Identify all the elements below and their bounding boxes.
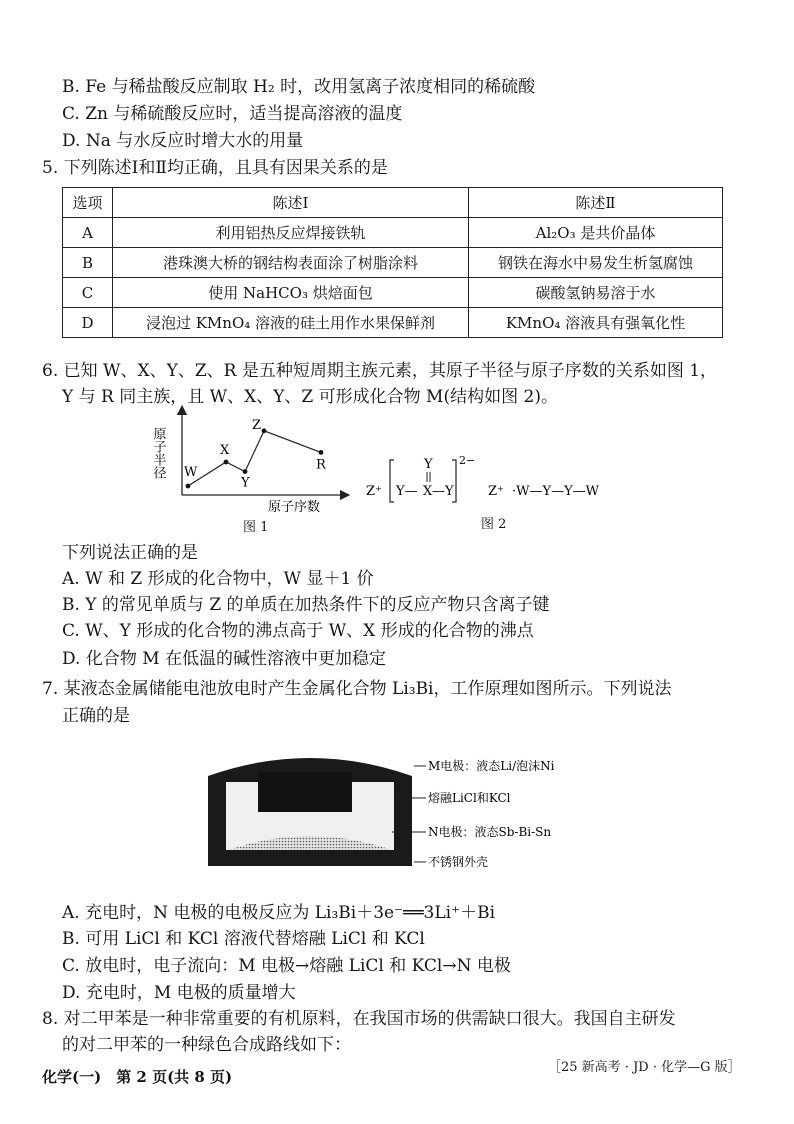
q6-figure-1	[150, 405, 350, 525]
q5-header-statement-1: 陈述Ⅰ	[113, 188, 469, 218]
q8-stem-line-1: 8. 对二甲苯是一种非常重要的有机原料，在我国市场的供需缺口很大。我国自主研发	[42, 1009, 676, 1029]
q6-stem-line-1: 6. 已知 W、X、Y、Z、R 是五种短周期主族元素，其原子半径与原子序数的关系如图 1，	[42, 361, 718, 381]
fig2-charge: 2−	[459, 454, 476, 467]
q6-option-c: C. W、Y 形成的化合物的沸点高于 W、X 形成的化合物的沸点	[62, 621, 534, 641]
q7-option-a: A. 充电时，N 电极的电极反应为 Li₃Bi＋3e⁻══3Li⁺＋Bi	[62, 903, 496, 923]
fig1-point-r	[319, 450, 324, 455]
q8-stem-line-2: 的对二甲苯的一种绿色合成路线如下：	[62, 1035, 351, 1055]
q5-table-header	[63, 188, 723, 218]
fig1-y-label: 原子半径	[150, 427, 166, 479]
q6-figure-2	[360, 448, 630, 510]
q5-row-d-statement-1: 浸泡过 KMnO₄ 溶液的硅土用作水果保鲜剂	[113, 308, 469, 338]
label-shell: 不锈钢外壳	[428, 855, 489, 869]
q6-stem-line-2: Y 与 R 同主族，且 W、X、Y、Z 可形成化合物 M(结构如图 2)。	[62, 387, 558, 407]
q5-row-b-option: B	[63, 248, 113, 278]
table-row	[63, 248, 723, 278]
q5-row-c-option: C	[63, 278, 113, 308]
q7-option-c: C. 放电时，电子流向：M 电极→熔融 LiCl 和 KCl→N 电极	[62, 956, 511, 976]
q7-option-d: D. 充电时，M 电极的质量增大	[62, 983, 296, 1003]
q5-row-d-statement-2: KMnO₄ 溶液具有强氧化性	[469, 308, 723, 338]
fig2-tail-chain: ·W—Y—Y—W	[512, 484, 600, 499]
fig1-point-label-r: R	[316, 457, 326, 473]
fig1-point-label-w: W	[184, 465, 198, 480]
q6-figure-1-caption: 图 1	[243, 520, 269, 535]
q5-header-option: 选项	[63, 188, 113, 218]
fig1-point-label-x: X	[220, 443, 230, 458]
q7-option-b: B. 可用 LiCl 和 KCl 溶液代替熔融 LiCl 和 KCl	[62, 929, 425, 949]
label-n-electrode: N电极：液态Sb-Bi-Sn	[428, 825, 552, 839]
q5-table	[62, 187, 723, 338]
fig1-point-label-y: Y	[241, 475, 250, 491]
page-footer-right: ［25 新高考 · JD · 化学—G 版］	[548, 1060, 741, 1075]
q6-option-d: D. 化合物 M 在低温的碱性溶液中更加稳定	[62, 649, 387, 669]
q5-row-a-option: A	[63, 218, 113, 248]
q7-stem-line-1: 7. 某液态金属储能电池放电时产生金属化合物 Li₃Bi，工作原理如图所示。下列说法	[42, 679, 672, 699]
fig1-point-y	[243, 469, 248, 474]
fig1-point-w	[186, 484, 191, 489]
q4-option-d: D. Na 与水反应时增大水的用量	[62, 131, 304, 151]
label-molten-salt: 熔融LiCl和KCl	[428, 791, 511, 805]
q6-option-a: A. W 和 Z 形成的化合物中，W 显＋1 价	[62, 569, 374, 589]
table-row	[63, 218, 723, 248]
q5-row-c-statement-1: 使用 NaHCO₃ 烘焙面包	[113, 278, 469, 308]
table-row	[63, 308, 723, 338]
q6-prompt: 下列说法正确的是	[62, 543, 198, 563]
fig2-cation-right: Z⁺	[488, 484, 504, 499]
q5-row-a-statement-1: 利用铝热反应焊接铁轨	[113, 218, 469, 248]
q5-row-a-statement-2: Al₂O₃ 是共价晶体	[469, 218, 723, 248]
fig1-x-label: 原子序数	[268, 500, 321, 515]
fig2-left-y: Y—	[396, 484, 418, 499]
q7-battery-diagram	[200, 738, 760, 880]
q5-row-b-statement-2: 钢铁在海水中易发生析氢腐蚀	[469, 248, 723, 278]
fig1-point-x	[224, 460, 229, 465]
fig2-cation-left: Z⁺	[366, 484, 382, 499]
q6-option-b: B. Y 的常见单质与 Z 的单质在加热条件下的反应产物只含离子键	[62, 595, 550, 615]
q4-option-c: C. Zn 与稀硫酸反应时，适当提高溶液的温度	[62, 104, 403, 124]
fig2-right-y: —Y	[432, 484, 454, 499]
m-electrode	[258, 772, 352, 812]
fig2-center-x: X	[423, 484, 433, 499]
page-footer-left: 化学(一) 第 2 页(共 8 页)	[42, 1068, 233, 1086]
fig2-top-y: Y	[424, 457, 433, 472]
fig1-point-z	[262, 428, 267, 433]
fig1-point-label-z: Z	[252, 417, 262, 433]
q5-row-c-statement-2: 碳酸氢钠易溶于水	[469, 278, 723, 308]
q5-header-statement-2: 陈述Ⅱ	[469, 188, 723, 218]
q5-row-d-option: D	[63, 308, 113, 338]
q5-row-b-statement-1: 港珠澳大桥的钢结构表面涂了树脂涂料	[113, 248, 469, 278]
q4-option-b: B. Fe 与稀盐酸反应制取 H₂ 时，改用氢离子浓度相同的稀硫酸	[62, 77, 536, 97]
q6-figure-2-caption: 图 2	[481, 517, 507, 532]
fig1-series-line	[188, 431, 321, 486]
q5-stem: 5. 下列陈述Ⅰ和Ⅱ均正确，且具有因果关系的是	[42, 158, 388, 178]
label-m-electrode: M电极：液态Li/泡沫Ni	[428, 759, 555, 773]
fig1-points	[184, 418, 327, 491]
q7-stem-line-2: 正确的是	[62, 706, 130, 726]
fig2-left-bracket	[390, 460, 394, 502]
table-row	[63, 278, 723, 308]
